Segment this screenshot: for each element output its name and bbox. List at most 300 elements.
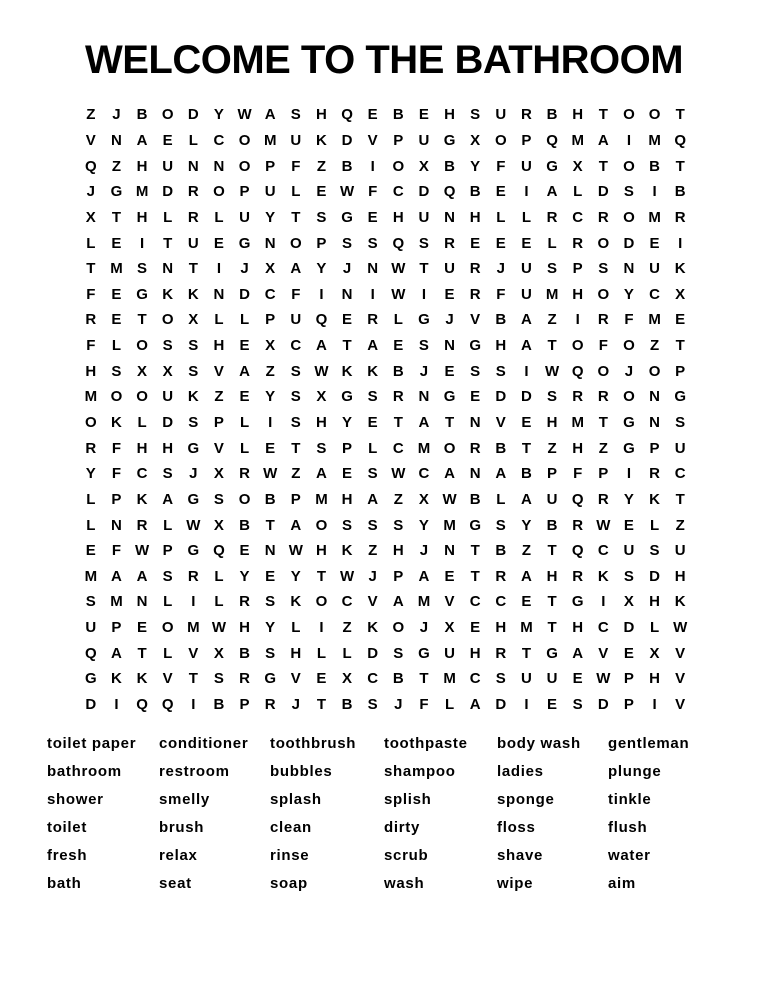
grid-letter: T (419, 670, 429, 688)
grid-letter: P (111, 619, 122, 637)
grid-letter: H (495, 337, 507, 355)
grid-letter: U (162, 388, 174, 406)
grid-letter: A (136, 567, 148, 585)
grid-letter: B (469, 183, 481, 201)
grid-letter: W (211, 619, 227, 637)
grid-letter: R (495, 644, 507, 662)
grid-letter: M (135, 183, 149, 201)
grid-letter: I (319, 619, 324, 637)
grid-letter: S (85, 593, 96, 611)
word-item: plunge (608, 763, 662, 780)
grid-letter: K (341, 542, 353, 560)
grid-letter: Y (342, 414, 353, 431)
grid-letter: R (367, 311, 379, 329)
grid-letter: G (623, 414, 635, 431)
grid-letter: F (291, 157, 301, 175)
grid-letter: Y (316, 260, 327, 278)
grid-letter: R (572, 388, 584, 406)
puzzle-title: WELCOME TO THE BATHROOM (84, 38, 684, 82)
grid-letter: I (524, 362, 529, 380)
grid-letter: L (163, 208, 173, 226)
grid-letter: M (187, 619, 200, 637)
grid-letter: T (547, 337, 557, 355)
grid-letter: M (648, 131, 661, 149)
grid-letter: T (265, 516, 275, 534)
grid-letter: Z (214, 388, 224, 406)
grid-letter: Q (315, 311, 328, 329)
grid-letter: L (496, 490, 506, 508)
word-item: floss (497, 819, 536, 836)
grid-letter: S (213, 670, 224, 688)
grid-letter: N (649, 414, 660, 431)
grid-letter: Q (571, 542, 584, 560)
grid-letter: E (239, 388, 250, 406)
grid-letter: B (495, 311, 507, 329)
word-item: scrub (384, 847, 429, 864)
grid-letter: L (188, 131, 198, 149)
grid-letter: H (572, 439, 584, 457)
word-item: aim (608, 875, 636, 892)
grid-letter: S (367, 516, 378, 534)
grid-letter: L (214, 311, 224, 329)
grid-letter: B (546, 106, 558, 124)
grid-letter: J (368, 567, 377, 585)
grid-letter: O (648, 362, 661, 380)
grid-letter: K (111, 670, 122, 688)
grid-letter: Q (84, 157, 97, 175)
grid-letter: D (418, 183, 430, 201)
grid-letter: C (469, 593, 481, 611)
grid-letter: T (547, 593, 557, 611)
grid-letter: U (162, 157, 174, 175)
word-list-column (608, 730, 708, 898)
grid-letter: D (239, 285, 250, 303)
grid-letter: L (163, 593, 173, 611)
grid-letter: O (110, 388, 123, 406)
grid-letter: R (187, 208, 199, 226)
grid-letter: N (111, 516, 122, 534)
grid-letter: E (470, 388, 481, 406)
grid-letter: N (162, 260, 174, 278)
grid-letter: A (572, 644, 584, 662)
grid-letter: Z (86, 106, 96, 124)
grid-letter: S (418, 337, 429, 355)
grid-letter: E (239, 337, 250, 355)
grid-letter: X (265, 260, 276, 278)
grid-letter: P (111, 490, 122, 508)
grid-letter: S (265, 644, 276, 662)
grid-letter: A (136, 131, 148, 149)
grid-letter: C (469, 670, 481, 688)
grid-letter: E (162, 131, 173, 149)
grid-letter: A (495, 465, 507, 483)
grid-letter: T (598, 106, 608, 124)
grid-letter: A (316, 465, 327, 483)
grid-letter: D (597, 696, 609, 714)
grid-letter: T (521, 439, 532, 457)
grid-letter: L (239, 311, 250, 329)
grid-letter: G (238, 234, 251, 252)
grid-letter: T (342, 337, 352, 355)
grid-letter: I (626, 465, 632, 483)
grid-letter: O (289, 234, 302, 252)
grid-letter: A (367, 490, 379, 508)
grid-letter: K (674, 593, 686, 611)
grid-letter: I (114, 696, 119, 714)
grid-letter: I (524, 183, 529, 201)
word-item: toilet paper (47, 735, 137, 752)
grid-letter: T (188, 260, 198, 278)
word-list-column (270, 730, 384, 898)
grid-letter: P (290, 490, 301, 508)
grid-letter: S (213, 490, 224, 508)
grid-letter: K (136, 490, 148, 508)
grid-letter: M (571, 414, 584, 431)
grid-letter: R (572, 567, 584, 585)
grid-letter: J (189, 465, 198, 483)
grid-letter: O (238, 157, 251, 175)
grid-letter: M (648, 208, 661, 226)
grid-letter: W (339, 183, 355, 201)
grid-letter: E (675, 311, 686, 329)
grid-letter: G (546, 157, 558, 175)
grid-letter: S (265, 593, 276, 611)
grid-letter: I (601, 593, 606, 611)
grid-letter: B (649, 157, 660, 175)
grid-letter: H (316, 106, 327, 124)
grid-letter: E (367, 414, 378, 431)
grid-letter: V (675, 696, 686, 714)
grid-letter: E (547, 696, 558, 714)
grid-letter: M (648, 311, 661, 329)
grid-letter: P (521, 131, 532, 149)
grid-letter: K (187, 285, 199, 303)
grid-letter: W (391, 285, 406, 303)
grid-letter: U (521, 670, 532, 688)
grid-letter: T (86, 260, 96, 278)
grid-letter: E (444, 567, 455, 585)
grid-letter: K (316, 131, 327, 149)
word-item: smelly (159, 791, 210, 808)
grid-letter: S (290, 388, 301, 406)
grid-letter: O (315, 593, 328, 611)
grid-letter: P (213, 414, 224, 431)
grid-letter: X (316, 388, 327, 406)
grid-letter: L (214, 567, 224, 585)
grid-letter: P (598, 465, 609, 483)
grid-letter: A (521, 490, 532, 508)
grid-letter: W (391, 465, 406, 483)
grid-letter: W (237, 106, 252, 124)
grid-letter: K (597, 567, 609, 585)
grid-letter: C (495, 593, 507, 611)
grid-letter: P (649, 439, 660, 457)
grid-letter: G (187, 542, 200, 560)
grid-letter: R (264, 696, 276, 714)
grid-letter: E (137, 619, 148, 637)
grid-letter: A (316, 337, 327, 355)
grid-letter: A (521, 311, 532, 329)
grid-letter: R (187, 567, 199, 585)
grid-letter: F (368, 183, 378, 201)
grid-letter: N (264, 234, 276, 252)
grid-letter: E (316, 183, 327, 201)
grid-letter: A (418, 414, 430, 431)
grid-letter: L (368, 439, 378, 457)
grid-letter: B (546, 516, 558, 534)
word-item: toilet (47, 819, 88, 836)
grid-letter: F (291, 285, 301, 303)
grid-letter: G (341, 388, 353, 406)
grid-letter: Z (598, 439, 608, 457)
grid-letter: A (162, 490, 174, 508)
grid-letter: M (84, 388, 98, 406)
grid-letter: O (238, 490, 251, 508)
grid-letter: S (418, 234, 429, 252)
grid-letter: W (263, 465, 278, 483)
grid-letter: K (136, 670, 148, 688)
grid-letter: U (444, 260, 455, 278)
grid-letter: E (265, 439, 276, 457)
grid-letter: M (263, 131, 277, 149)
grid-letter: I (678, 234, 683, 252)
grid-letter: Z (111, 157, 122, 175)
word-item: restroom (159, 763, 230, 780)
grid-letter: Y (521, 516, 532, 534)
grid-letter: A (597, 131, 609, 149)
grid-letter: W (596, 670, 611, 688)
grid-letter: D (495, 696, 507, 714)
grid-letter: M (84, 567, 98, 585)
grid-letter: N (469, 465, 481, 483)
grid-letter: T (137, 644, 147, 662)
grid-letter: T (675, 157, 685, 175)
grid-letter: Y (418, 516, 429, 534)
grid-letter: Q (213, 542, 225, 560)
grid-letter: J (240, 260, 249, 278)
grid-letter: E (649, 234, 660, 252)
grid-letter: O (136, 388, 148, 406)
grid-letter: E (444, 362, 455, 380)
grid-letter: S (623, 567, 634, 585)
grid-letter: R (521, 106, 532, 124)
grid-letter: H (469, 644, 481, 662)
grid-letter: O (84, 414, 97, 431)
word-item: bath (47, 875, 82, 892)
grid-letter: H (136, 208, 148, 226)
grid-letter: E (316, 670, 327, 688)
grid-letter: E (85, 542, 96, 560)
grid-letter: U (290, 131, 302, 149)
grid-letter: G (264, 670, 277, 688)
grid-letter: L (342, 644, 352, 662)
grid-letter: V (367, 593, 378, 611)
word-item: body wash (497, 735, 581, 752)
grid-letter: I (652, 696, 657, 714)
grid-letter: F (86, 337, 96, 355)
grid-letter: X (418, 490, 429, 508)
grid-letter: Y (623, 285, 634, 303)
grid-letter: A (264, 106, 276, 124)
grid-letter: L (316, 644, 327, 662)
grid-letter: V (213, 439, 224, 457)
grid-letter: C (392, 439, 404, 457)
grid-letter: T (470, 542, 480, 560)
grid-letter: N (187, 157, 199, 175)
grid-letter: X (265, 337, 276, 355)
grid-letter: D (85, 696, 97, 714)
word-item: bubbles (270, 763, 333, 780)
grid-letter: H (649, 593, 660, 611)
grid-letter: G (546, 644, 558, 662)
grid-letter: G (623, 439, 635, 457)
grid-letter: T (444, 414, 455, 431)
grid-letter: S (547, 260, 558, 278)
grid-letter: O (623, 388, 635, 406)
grid-letter: D (623, 619, 635, 637)
word-item: shave (497, 847, 544, 864)
grid-letter: V (188, 644, 199, 662)
grid-letter: O (623, 157, 635, 175)
grid-letter: H (316, 414, 327, 431)
grid-letter: G (571, 593, 584, 611)
grid-letter: I (421, 285, 427, 303)
grid-letter: J (419, 619, 429, 637)
word-list-column (47, 730, 159, 898)
grid-letter: M (443, 516, 456, 534)
grid-letter: L (496, 208, 506, 226)
grid-letter: E (367, 106, 378, 124)
grid-letter: S (547, 388, 558, 406)
grid-letter: I (370, 285, 375, 303)
grid-letter: N (136, 593, 148, 611)
grid-letter: E (239, 542, 250, 560)
grid-letter: R (392, 388, 404, 406)
word-item: gentleman (608, 735, 690, 752)
grid-letter: R (469, 285, 481, 303)
grid-letter: C (674, 465, 686, 483)
grid-letter: R (597, 311, 609, 329)
grid-letter: S (290, 106, 301, 124)
grid-letter: L (649, 516, 660, 534)
grid-letter: G (418, 644, 430, 662)
grid-letter: R (85, 311, 97, 329)
grid-letter: E (495, 234, 506, 252)
grid-letter: L (239, 439, 250, 457)
grid-letter: K (111, 414, 122, 431)
grid-letter: H (392, 208, 404, 226)
grid-letter: H (213, 337, 225, 355)
grid-letter: V (470, 311, 481, 329)
grid-letter: F (419, 696, 429, 714)
grid-letter: H (546, 414, 558, 431)
grid-letter: E (111, 234, 122, 252)
grid-letter: A (469, 696, 481, 714)
grid-letter: X (213, 516, 224, 534)
grid-letter: V (162, 670, 173, 688)
grid-letter: N (623, 260, 635, 278)
grid-letter: B (674, 183, 686, 201)
grid-letter: A (111, 567, 122, 585)
grid-letter: U (264, 183, 276, 201)
grid-letter: T (291, 208, 301, 226)
word-item: shampoo (384, 763, 456, 780)
grid-letter: T (316, 696, 327, 714)
grid-letter: Q (571, 362, 584, 380)
grid-letter: W (596, 516, 611, 534)
grid-letter: Y (85, 465, 96, 483)
grid-letter: S (316, 208, 327, 226)
grid-letter: V (675, 670, 686, 688)
grid-letter: T (675, 106, 685, 124)
grid-letter: R (546, 208, 558, 226)
grid-letter: S (495, 670, 506, 688)
word-list-column (497, 730, 608, 898)
grid-letter: X (342, 670, 353, 688)
grid-letter: B (341, 696, 353, 714)
grid-letter: G (84, 670, 97, 688)
grid-letter: O (623, 337, 635, 355)
word-item: splish (384, 791, 432, 808)
grid-letter: W (186, 516, 201, 534)
grid-letter: K (367, 619, 379, 637)
grid-letter: G (469, 516, 482, 534)
grid-letter: U (290, 311, 302, 329)
grid-letter: F (496, 157, 506, 175)
grid-letter: Q (674, 131, 687, 149)
grid-letter: J (419, 542, 429, 560)
grid-letter: Z (316, 157, 327, 175)
grid-letter: G (443, 131, 456, 149)
grid-letter: Z (342, 619, 352, 637)
letter-grid (78, 102, 693, 717)
grid-letter: N (649, 388, 660, 406)
grid-letter: M (110, 260, 123, 278)
grid-letter: E (470, 234, 481, 252)
grid-letter: T (598, 157, 608, 175)
grid-letter: Q (136, 696, 148, 714)
grid-letter: E (495, 183, 506, 201)
grid-letter: X (418, 157, 429, 175)
grid-letter: J (112, 106, 121, 124)
grid-letter: F (496, 285, 506, 303)
grid-letter: X (162, 362, 173, 380)
grid-letter: Q (161, 696, 174, 714)
grid-letter: W (442, 490, 457, 508)
grid-letter: P (342, 439, 353, 457)
grid-letter: B (495, 542, 507, 560)
grid-letter: Y (623, 490, 634, 508)
grid-letter: K (290, 593, 302, 611)
grid-letter: P (316, 234, 327, 252)
grid-letter: R (597, 388, 609, 406)
grid-letter: N (444, 542, 455, 560)
grid-letter: B (521, 465, 532, 483)
grid-letter: U (495, 106, 507, 124)
grid-letter: Z (547, 311, 557, 329)
grid-letter: E (418, 106, 429, 124)
grid-letter: S (367, 696, 378, 714)
grid-letter: U (521, 260, 532, 278)
grid-letter: A (418, 567, 430, 585)
grid-letter: B (341, 157, 353, 175)
word-list-column (159, 730, 270, 898)
grid-letter: U (649, 260, 660, 278)
grid-letter: C (367, 670, 379, 688)
grid-letter: O (571, 337, 584, 355)
grid-letter: N (341, 285, 353, 303)
grid-letter: S (495, 516, 506, 534)
